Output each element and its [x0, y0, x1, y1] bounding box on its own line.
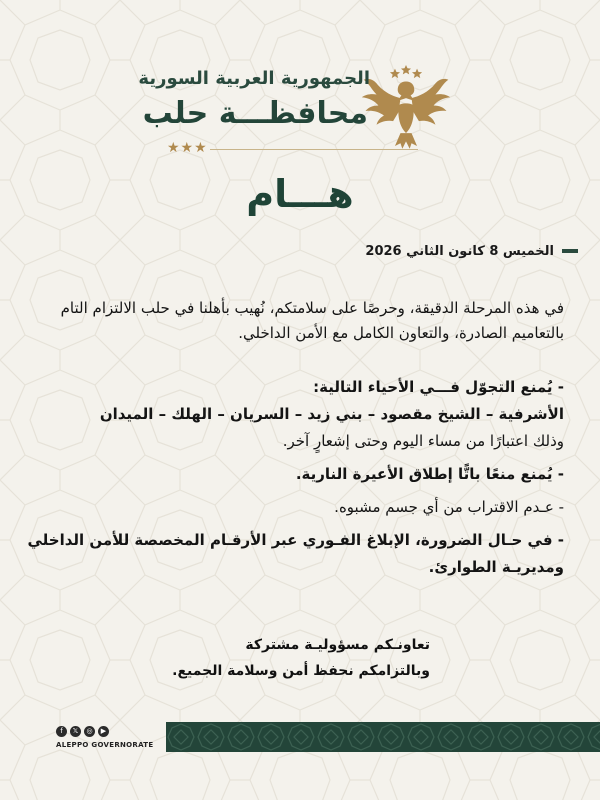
eagle-emblem — [360, 65, 452, 157]
date-row — [365, 240, 578, 262]
youtube-icon[interactable]: ▶ — [98, 726, 109, 737]
intro-paragraph: في هذه المرحلة الدقيقة، وحرصًا على سلامتكم، نُهيب بأهلنا في حلب الالتزام التام بالتعاميم الصادرة، والتعاون الكامل مع الأمن الداخلي. — [60, 299, 564, 342]
curfew-neighborhoods: الأشرفية – الشيخ مقصود – بني زيد – السريان – الهلك – الميدان — [99, 405, 564, 423]
gunfire-ban: - يُمنع منعًا باتًّا إطلاق الأعيرة النارية. — [295, 465, 564, 483]
curfew-heading: - يُمنع التجوّل فـــي الأحياء التالية: — [313, 378, 564, 396]
curfew-duration: وذلك اعتبارًا من مساء اليوم وحتى إشعارٍ آخر. — [282, 432, 564, 450]
reporting-instruction-cont: ومديريـة الطوارئ. — [428, 558, 564, 576]
date-marker — [562, 249, 578, 253]
closing-line: وبالتزامكم نحفظ أمن وسلامة الجميع. — [172, 663, 430, 679]
suspicious-object-warning: - عـدم الاقتراب من أي جسم مشبوه. — [334, 498, 564, 516]
reporting-instruction: - في حـال الضرورة، الإبلاغ الفـوري عبر الأرقـام المخصصة للأمن الداخلي — [27, 531, 564, 549]
social-icons — [56, 726, 109, 737]
governorate-name: محافظـــة حلب — [142, 96, 368, 131]
country-name: الجمهورية العربية السورية — [138, 68, 370, 89]
footer-pattern-band — [166, 722, 600, 752]
star-decoration: ★★★ — [167, 140, 208, 156]
footer-label: ALEPPO GOVERNORATE — [56, 741, 154, 749]
instructions-list — [27, 374, 564, 581]
notice-date: الخميس 8 كانون الثاني 2026 — [365, 243, 554, 259]
notice-title: هـــام — [246, 172, 354, 216]
header-divider — [210, 149, 418, 150]
instagram-icon[interactable]: ◎ — [84, 726, 95, 737]
closing-line: تعاونـكم مسؤوليـة مشتركة — [245, 637, 430, 653]
facebook-icon[interactable]: f — [56, 726, 67, 737]
x-icon[interactable]: 𝕏 — [70, 726, 81, 737]
closing-message — [100, 632, 430, 684]
header — [0, 60, 600, 160]
